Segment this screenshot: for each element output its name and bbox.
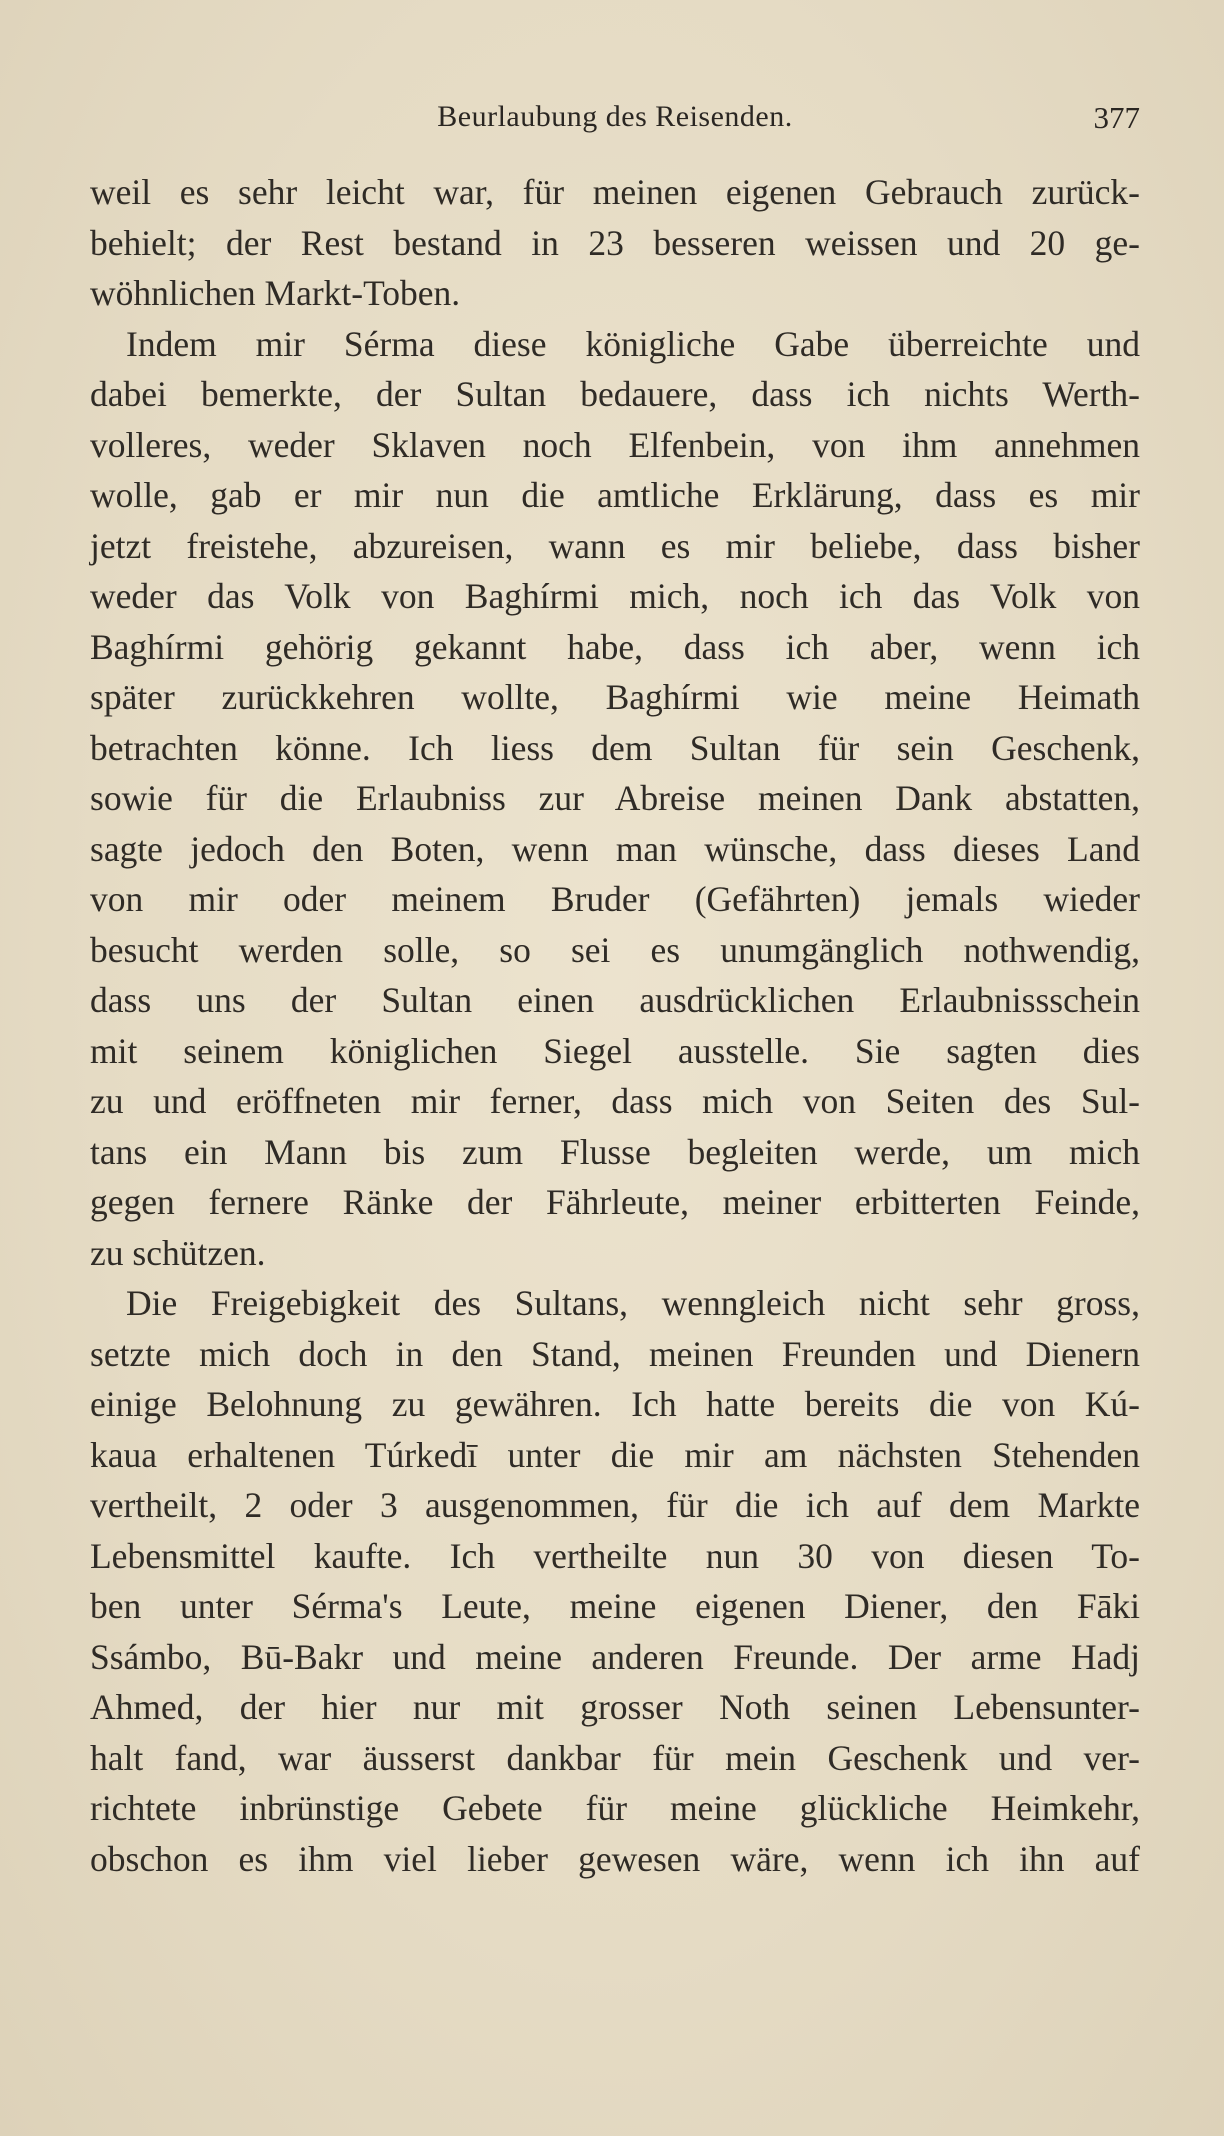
text-line: zu schützen. xyxy=(90,1232,266,1273)
text-line: kaua erhaltenen Túrkedī unter die mir am nächsten Stehenden xyxy=(90,1434,1140,1475)
text-line: volleres, weder Sklaven noch Elfenbein, von ihm annehmen xyxy=(90,424,1140,465)
text-line: dass uns der Sultan einen ausdrücklichen Erlaubnissschein xyxy=(90,980,1140,1020)
text-line: besucht werden solle, so sei es unumgänglich nothwendig, xyxy=(90,929,1140,970)
text-line: Lebensmittel kaufte. Ich vertheilte nun 30 von diesen To- xyxy=(90,1535,1140,1576)
text-line: ben unter Sérma's Leute, meine eigenen Diener, den Fāki xyxy=(90,1586,1140,1626)
text-line: behielt; der Rest bestand in 23 besseren weissen und 20 ge- xyxy=(90,222,1140,263)
text-line: Ahmed, der hier nur mit grosser Noth seinen Lebensunter- xyxy=(90,1687,1140,1727)
running-head: Beurlaubung des Reisenden. xyxy=(437,100,793,133)
text-line: Baghírmi gehörig gekannt habe, dass ich aber, wenn ich xyxy=(90,626,1140,667)
text-line: mit seinem königlichen Siegel ausstelle. Sie sagten dies xyxy=(90,1030,1140,1071)
text-line: zu und eröffneten mir ferner, dass mich von Seiten des Sul- xyxy=(90,1081,1140,1121)
text-line: dabei bemerkte, der Sultan bedauere, dass ich nichts Werth- xyxy=(90,374,1140,414)
text-line: setzte mich doch in den Stand, meinen Freunden und Dienern xyxy=(90,1333,1140,1374)
text-line: sagte jedoch den Boten, wenn man wünsche, dass dieses Land xyxy=(90,828,1140,869)
text-line: weil es sehr leicht war, für meinen eigenen Gebrauch zurück- xyxy=(90,172,1140,212)
text-line: von mir oder meinem Bruder (Gefährten) jemals wieder xyxy=(90,879,1140,919)
text-line: halt fand, war äusserst dankbar für mein Geschenk und ver- xyxy=(90,1737,1140,1778)
text-line: betrachten könne. Ich liess dem Sultan für sein Geschenk, xyxy=(90,727,1140,768)
page-number: 377 xyxy=(1093,100,1140,135)
text-line: sowie für die Erlaubniss zur Abreise meinen Dank abstatten, xyxy=(90,778,1140,818)
text-line: richtete inbrünstige Gebete für meine glückliche Heimkehr, xyxy=(90,1788,1140,1828)
text-line: gegen fernere Ränke der Fährleute, meiner erbitterten Feinde, xyxy=(90,1182,1140,1222)
text-line: Ssámbo, Bū-Bakr und meine anderen Freunde. Der arme Hadj xyxy=(90,1636,1140,1677)
text-line: obschon es ihm viel lieber gewesen wäre, wenn ich ihn auf xyxy=(90,1838,1140,1879)
text-line: später zurückkehren wollte, Baghírmi wie meine Heimath xyxy=(90,677,1140,717)
text-line: weder das Volk von Baghírmi mich, noch ich das Volk von xyxy=(90,576,1140,616)
text-line: einige Belohnung zu gewähren. Ich hatte bereits die von Kú- xyxy=(90,1384,1140,1424)
text-line: jetzt freistehe, abzureisen, wann es mir beliebe, dass bisher xyxy=(90,525,1140,566)
body-text xyxy=(90,167,1140,1884)
page-header xyxy=(90,100,1140,150)
text-line: vertheilt, 2 oder 3 ausgenommen, für die ich auf dem Markte xyxy=(90,1485,1140,1525)
text-line: Indem mir Sérma diese königliche Gabe überreichte und xyxy=(126,323,1140,364)
text-line: tans ein Mann bis zum Flusse begleiten werde, um mich xyxy=(90,1131,1140,1172)
text-line: wolle, gab er mir nun die amtliche Erklärung, dass es mir xyxy=(90,475,1140,515)
text-line: Die Freigebigkeit des Sultans, wenngleich nicht sehr gross, xyxy=(126,1283,1140,1323)
text-line: wöhnlichen Markt-Toben. xyxy=(90,273,461,313)
